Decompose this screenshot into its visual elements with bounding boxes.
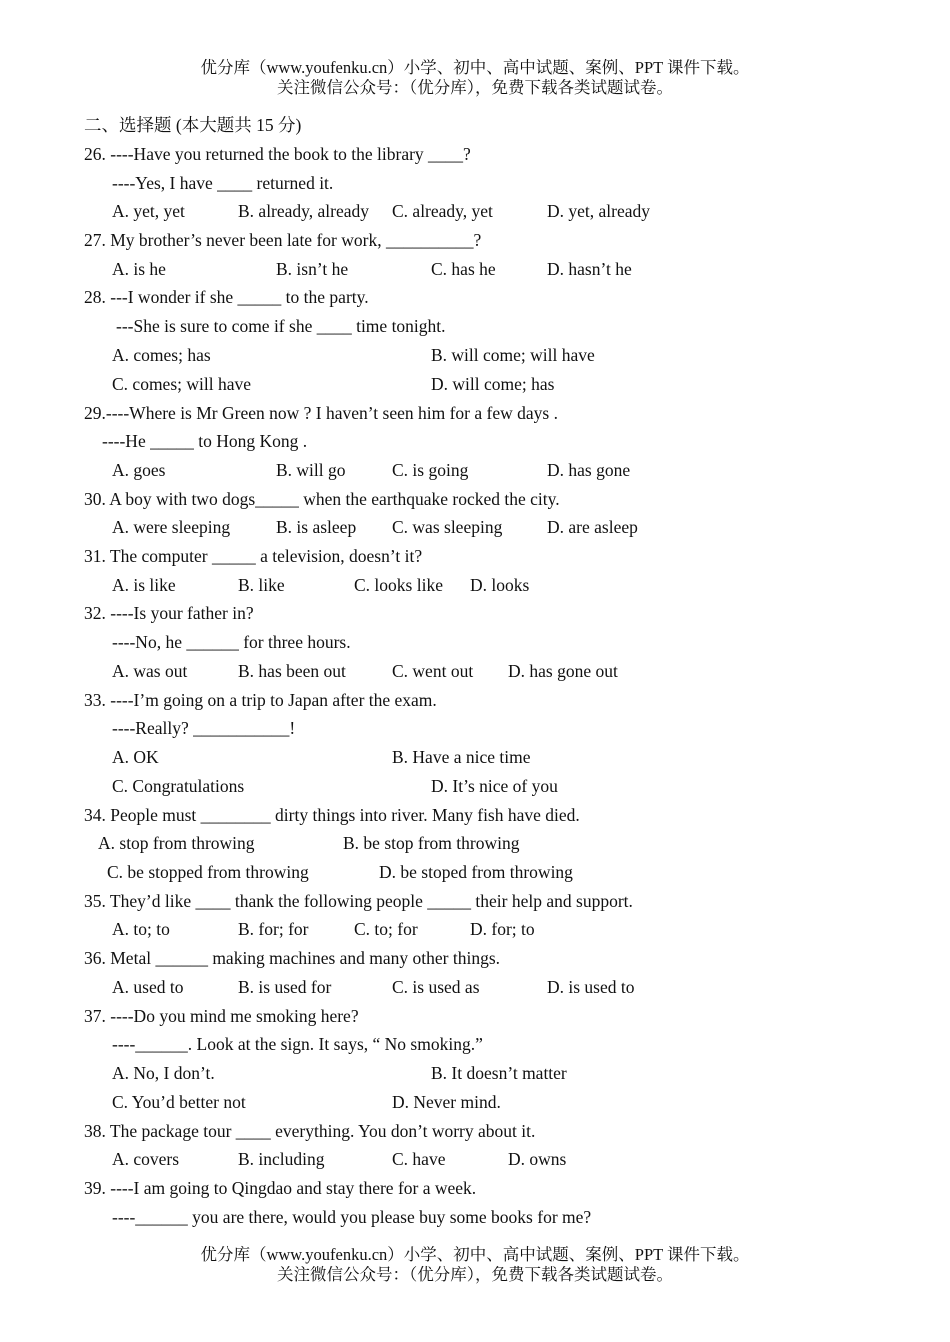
footer-line-2: 关注微信公众号：（优分库），免费下载各类试题试卷。 [277,1265,673,1284]
question-31-option-b[interactable]: B. like [238,575,285,595]
question-30-stem: 30. A boy with two dogs_____ when the earthquake rocked the city. [84,489,560,509]
question-38-option-b[interactable]: B. including [238,1149,325,1169]
question-38-option-d[interactable]: D. owns [508,1149,567,1169]
question-29-reply: ----He _____ to Hong Kong . [102,431,308,451]
question-30-option-a[interactable]: A. were sleeping [112,517,231,537]
question-28-option-b[interactable]: B. will come; will have [431,345,595,365]
question-32-option-c[interactable]: C. went out [392,661,474,681]
question-38-option-a[interactable]: A. covers [112,1149,180,1169]
question-26-option-a[interactable]: A. yet, yet [112,201,185,221]
question-34-option-d[interactable]: D. be stoped from throwing [379,862,573,882]
question-28-option-a[interactable]: A. comes; has [112,345,211,365]
question-39-stem: 39. ----I am going to Qingdao and stay there for a week. [84,1178,477,1198]
question-36-option-b[interactable]: B. is used for [238,977,332,997]
question-26-stem: 26. ----Have you returned the book to the library ____? [84,144,471,164]
question-27-option-c[interactable]: C. has he [431,259,496,279]
question-31-option-c[interactable]: C. looks like [354,575,443,595]
question-35-stem: 35. They’d like ____ thank the following people _____ their help and support. [84,891,633,911]
question-33-reply: ----Really? ___________! [112,718,296,738]
question-33-stem: 33. ----I’m going on a trip to Japan after the exam. [84,690,437,710]
question-26-option-b[interactable]: B. already, already [238,201,370,221]
question-31-option-d[interactable]: D. looks [470,575,530,595]
question-32-option-a[interactable]: A. was out [112,661,188,681]
question-28-stem: 28. ---I wonder if she _____ to the party. [84,287,369,307]
question-27-option-b[interactable]: B. isn’t he [276,259,349,279]
question-32-reply: ----No, he ______ for three hours. [112,632,351,652]
question-39-reply: ----______ you are there, would you please buy some books for me? [112,1207,592,1227]
question-31-stem: 31. The computer _____ a television, doesn’t it? [84,546,423,566]
question-38-option-c[interactable]: C. have [392,1149,446,1169]
question-37-option-a[interactable]: A. No, I don’t. [112,1063,215,1083]
header-line-1: 优分库（www.youfenku.cn）小学、初中、高中试题、案例、PPT 课件下载。 [200,58,750,77]
question-33-option-a[interactable]: A. OK [112,747,159,767]
question-29-option-b[interactable]: B. will go [276,460,346,480]
question-26-option-d[interactable]: D. yet, already [547,201,651,221]
question-36-option-c[interactable]: C. is used as [392,977,480,997]
section-title: 二、选择题 (本大题共 15 分) [84,115,302,135]
question-28-reply: ---She is sure to come if she ____ time tonight. [116,316,446,336]
question-29-stem: 29.----Where is Mr Green now ? I haven’t seen him for a few days . [84,403,558,423]
question-29-option-c[interactable]: C. is going [392,460,469,480]
question-30-option-d[interactable]: D. are asleep [547,517,638,537]
question-37-option-c[interactable]: C. You’d better not [112,1092,246,1112]
question-37-option-b[interactable]: B. It doesn’t matter [431,1063,567,1083]
question-32-option-d[interactable]: D. has gone out [508,661,618,681]
question-37-option-d[interactable]: D. Never mind. [392,1092,501,1112]
question-37-stem: 37. ----Do you mind me smoking here? [84,1006,359,1026]
footer-line-1: 优分库（www.youfenku.cn）小学、初中、高中试题、案例、PPT 课件下载。 [200,1245,750,1264]
question-32-option-b[interactable]: B. has been out [238,661,346,681]
question-29-option-a[interactable]: A. goes [112,460,166,480]
question-28-option-d[interactable]: D. will come; has [431,374,555,394]
question-33-option-d[interactable]: D. It’s nice of you [431,776,558,796]
question-27-option-a[interactable]: A. is he [112,259,166,279]
question-35-option-d[interactable]: D. for; to [470,919,535,939]
question-29-option-d[interactable]: D. has gone [547,460,631,480]
question-33-option-b[interactable]: B. Have a nice time [392,747,531,767]
question-30-option-c[interactable]: C. was sleeping [392,517,503,537]
question-32-stem: 32. ----Is your father in? [84,603,254,623]
question-30-option-b[interactable]: B. is asleep [276,517,357,537]
question-36-option-d[interactable]: D. is used to [547,977,635,997]
question-27-stem: 27. My brother’s never been late for work, __________? [84,230,482,250]
question-28-option-c[interactable]: C. comes; will have [112,374,252,394]
question-36-option-a[interactable]: A. used to [112,977,184,997]
question-26-option-c[interactable]: C. already, yet [392,201,493,221]
question-35-option-a[interactable]: A. to; to [112,919,170,939]
question-34-stem: 34. People must ________ dirty things into river. Many fish have died. [84,805,580,825]
question-35-option-c[interactable]: C. to; for [354,919,418,939]
question-35-option-b[interactable]: B. for; for [238,919,309,939]
question-34-option-a[interactable]: A. stop from throwing [98,833,255,853]
question-31-option-a[interactable]: A. is like [112,575,176,595]
question-34-option-c[interactable]: C. be stopped from throwing [107,862,309,882]
question-34-option-b[interactable]: B. be stop from throwing [343,833,520,853]
question-38-stem: 38. The package tour ____ everything. You don’t worry about it. [84,1121,536,1141]
header-line-2: 关注微信公众号：（优分库），免费下载各类试题试卷。 [277,78,673,97]
question-26-reply: ----Yes, I have ____ returned it. [112,173,334,193]
question-37-reply: ----______. Look at the sign. It says, “ No smoking.” [112,1034,483,1054]
question-36-stem: 36. Metal ______ making machines and many other things. [84,948,501,968]
question-27-option-d[interactable]: D. hasn’t he [547,259,632,279]
question-33-option-c[interactable]: C. Congratulations [112,776,245,796]
